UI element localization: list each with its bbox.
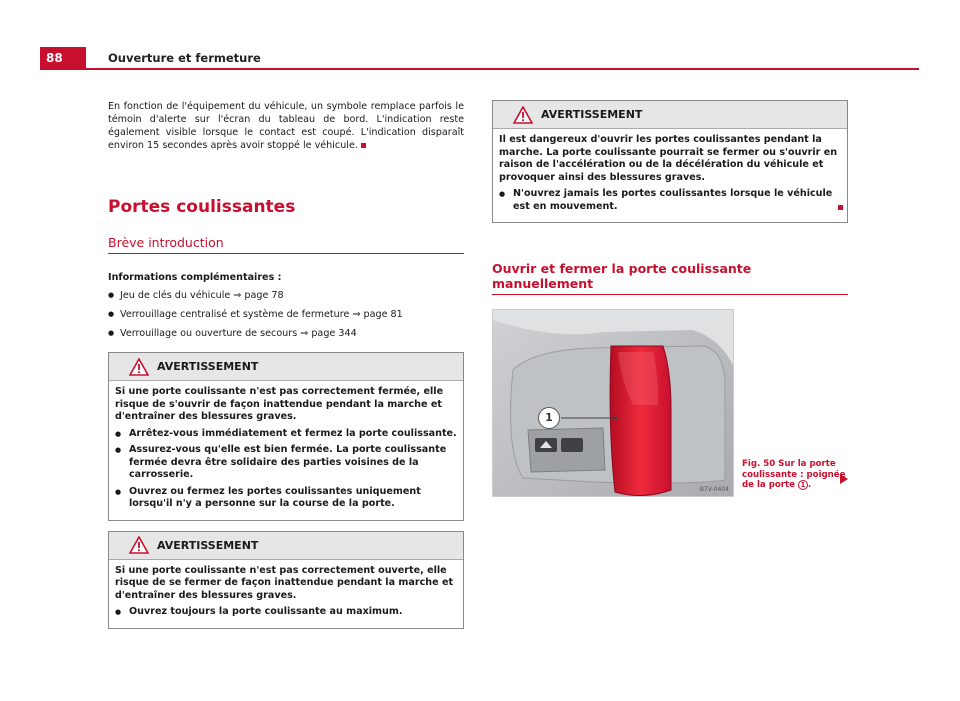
image-code: B7V-0404 xyxy=(699,486,729,493)
figure-section-title: Ouvrir et fermer la porte coulissante manuellement xyxy=(492,261,848,295)
warning-body xyxy=(109,381,463,520)
reference-list xyxy=(108,289,464,340)
right-column xyxy=(492,100,848,499)
warning-body xyxy=(109,560,463,628)
warning-bullet: ● Ouvrez toujours la porte coulissante au maximum. xyxy=(115,606,457,619)
warning-header xyxy=(109,353,463,381)
caption-suffix: . xyxy=(807,480,812,490)
door-handle-image xyxy=(492,309,734,497)
page-number: 88 xyxy=(40,47,86,69)
subsection-title: Brève introduction xyxy=(108,235,464,254)
warning-body xyxy=(493,129,847,222)
warning-header xyxy=(493,101,847,129)
end-marker-icon xyxy=(838,205,843,210)
warning-bullet: ● Assurez-vous qu'elle est bien fermée. La porte coulissante fermée devra être solidaire des parties voisines de la carrosserie. xyxy=(115,444,457,482)
reference-item[interactable]: ● Verrouillage centralisé et système de fermeture ⇒ page 81 xyxy=(108,308,464,321)
warning-text: Si une porte coulissante n'est pas correctement ouverte, elle risque de se fermer de façon inattendue pendant la marche et d'entraîner des blessures graves. xyxy=(115,564,454,601)
warning-triangle-icon xyxy=(129,536,149,554)
warning-box-2 xyxy=(108,531,464,629)
intro-text: En fonction de l'équipement du véhicule, un symbole remplace parfois le témoin d'alerte sur l'écran du tableau de bord. L'indication reste également visible lorsque le contact est coupé. L'indication disparaît environ 15 secondes après avoir stoppé le véhicule. xyxy=(108,101,464,151)
figure-caption xyxy=(742,459,852,491)
warning-text: Si une porte coulissante n'est pas correctement fermée, elle risque de s'ouvrir de façon inattendue pendant la marche et d'entraîner des blessures graves. xyxy=(115,386,444,422)
end-marker-icon xyxy=(361,143,366,148)
reference-item[interactable]: ● Verrouillage ou ouverture de secours ⇒ page 344 xyxy=(108,327,464,340)
door-handle-illustration xyxy=(493,310,734,497)
warning-title: AVERTISSEMENT xyxy=(541,108,643,121)
warning-text: Il est dangereux d'ouvrir les portes coulissantes pendant la marche. La porte coulissante pourrait se fermer ou s'ouvrir en raison de l'accélération ou de la décélération du véhicule et provoquer ainsi des blessures graves. xyxy=(499,134,838,183)
info-label: Informations complémentaires : xyxy=(108,272,282,283)
left-column xyxy=(108,100,464,629)
warning-triangle-icon xyxy=(513,106,533,124)
warning-bullet xyxy=(499,188,841,213)
caption-callout-ref: 1 xyxy=(798,480,808,490)
intro-paragraph xyxy=(108,100,464,152)
warning-box-3 xyxy=(492,100,848,223)
figure xyxy=(492,309,848,499)
header-rule xyxy=(40,68,919,70)
reference-item[interactable]: ● Jeu de clés du véhicule ⇒ page 78 xyxy=(108,289,464,302)
warning-triangle-icon xyxy=(129,358,149,376)
continue-arrow-icon xyxy=(840,474,848,484)
warning-bullet: ● Arrêtez-vous immédiatement et fermez la porte coulissante. xyxy=(115,428,457,441)
warning-header xyxy=(109,532,463,560)
caption-text: Fig. 50 Sur la porte coulissante : poignée de la porte xyxy=(742,459,846,490)
warning-title: AVERTISSEMENT xyxy=(157,538,259,552)
warning-bullet-text: N'ouvrez jamais les portes coulissantes lorsque le véhicule est en mouvement. xyxy=(513,188,833,212)
warning-box-1 xyxy=(108,352,464,521)
chapter-title: Ouverture et fermeture xyxy=(108,51,261,65)
section-title: Portes coulissantes xyxy=(108,197,296,217)
callout-1: 1 xyxy=(538,407,560,429)
warning-bullet: ● Ouvrez ou fermez les portes coulissantes uniquement lorsqu'il n'y a personne sur la course de la porte. xyxy=(115,486,457,511)
warning-title: AVERTISSEMENT xyxy=(157,360,259,373)
